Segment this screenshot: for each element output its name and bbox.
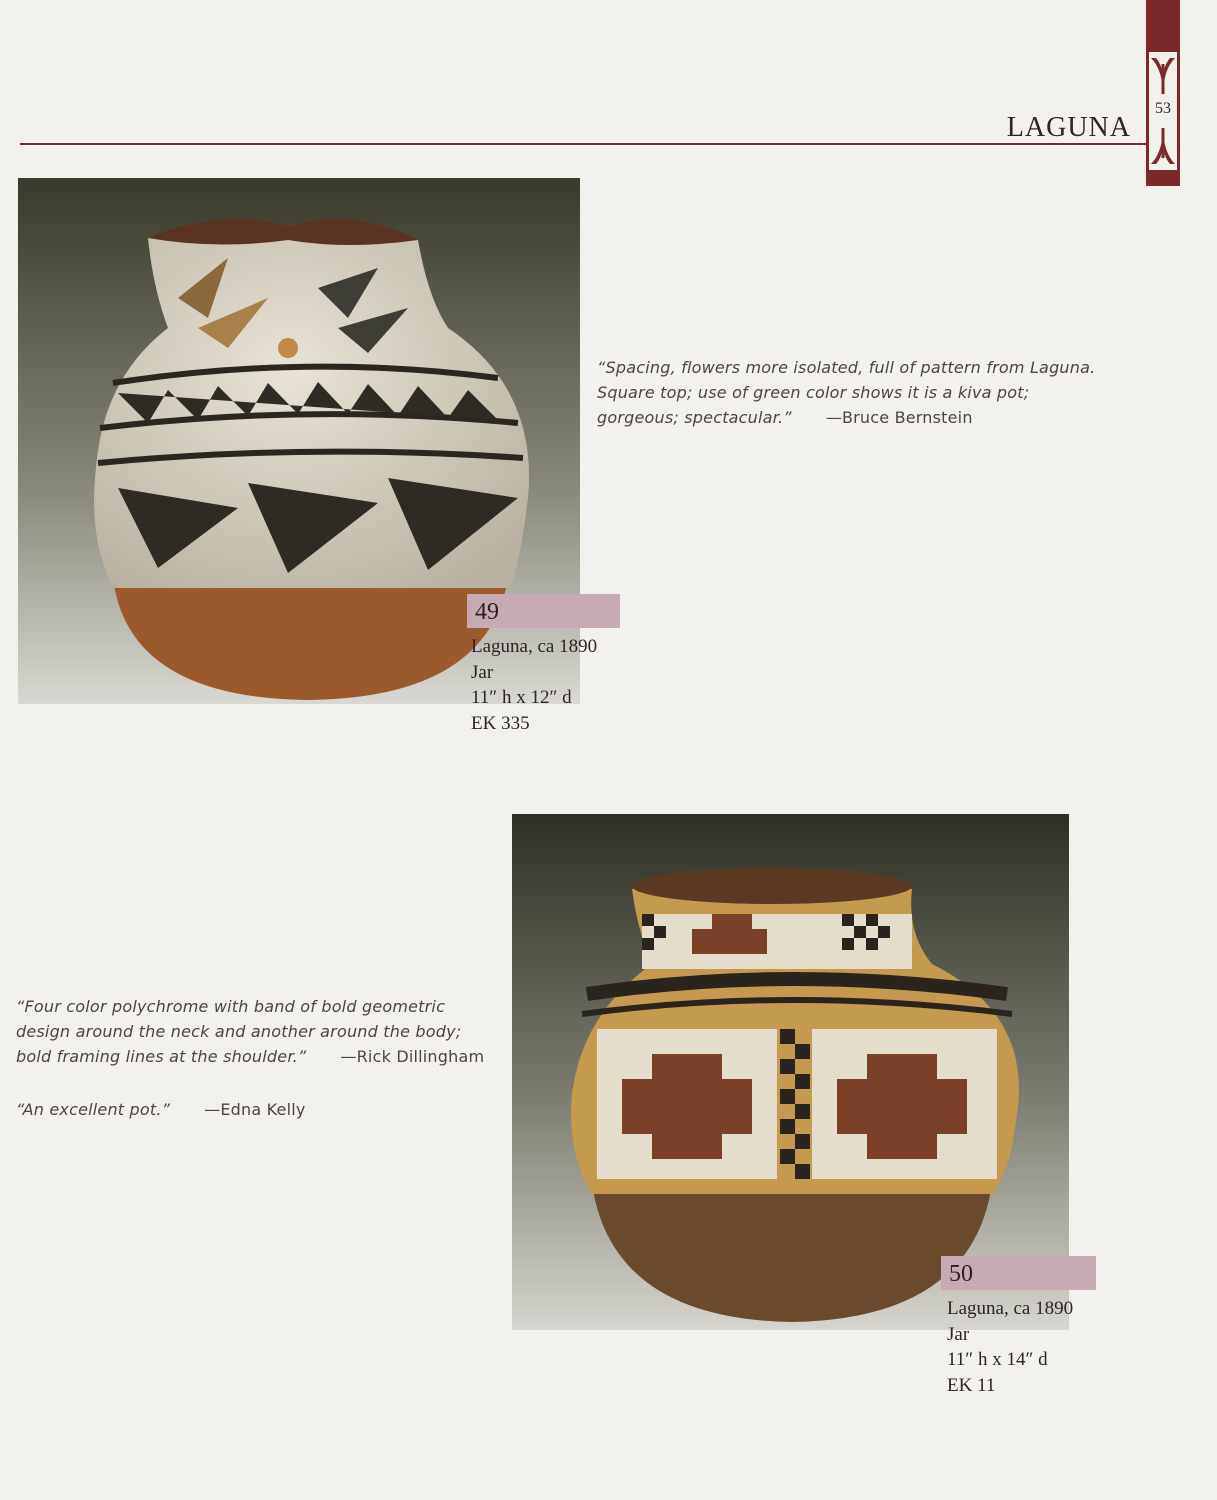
quote-line: design around the neck and another around the body; bbox=[16, 1022, 462, 1041]
item-dimensions: 11″ h x 12″ d bbox=[471, 687, 572, 708]
quote-dillingham bbox=[16, 994, 506, 1069]
section-title: LAGUNA bbox=[1006, 112, 1131, 143]
quote-line: “Four color polychrome with band of bold geometric bbox=[16, 997, 446, 1016]
item-origin: Laguna, ca 1890 bbox=[947, 1298, 1074, 1319]
quote-line: gorgeous; spectacular.” bbox=[597, 408, 792, 427]
page-tab-ornament bbox=[1146, 0, 1180, 186]
page-number: 53 bbox=[1155, 100, 1171, 117]
item-origin: Laguna, ca 1890 bbox=[471, 636, 598, 657]
quote-line: “Spacing, flowers more isolated, full of pattern from Laguna. bbox=[597, 358, 1096, 377]
item-type: Jar bbox=[947, 1323, 970, 1345]
quote-author: —Rick Dillingham bbox=[340, 1047, 485, 1066]
catalog-number-50: 50 bbox=[941, 1256, 1096, 1290]
item-catalog-id: EK 11 bbox=[947, 1374, 996, 1396]
item-details-50 bbox=[947, 1296, 1073, 1398]
item-dimensions: 11″ h x 14″ d bbox=[947, 1349, 1048, 1370]
header-rule bbox=[20, 143, 1148, 145]
quote-line: bold framing lines at the shoulder.” bbox=[16, 1047, 307, 1066]
quote-author: —Bruce Bernstein bbox=[825, 408, 973, 427]
quote-bernstein bbox=[597, 355, 1157, 430]
quote-author: —Edna Kelly bbox=[204, 1100, 306, 1119]
jar-photo-50 bbox=[512, 814, 1069, 1330]
quote-line: “An excellent pot.” bbox=[16, 1100, 171, 1119]
catalog-number-49: 49 bbox=[467, 594, 620, 628]
item-type: Jar bbox=[471, 661, 494, 683]
quote-line: Square top; use of green color shows it is a kiva pot; bbox=[597, 383, 1030, 402]
item-catalog-id: EK 335 bbox=[471, 712, 530, 734]
item-details-49 bbox=[471, 634, 597, 736]
quote-kelly bbox=[16, 1097, 436, 1122]
